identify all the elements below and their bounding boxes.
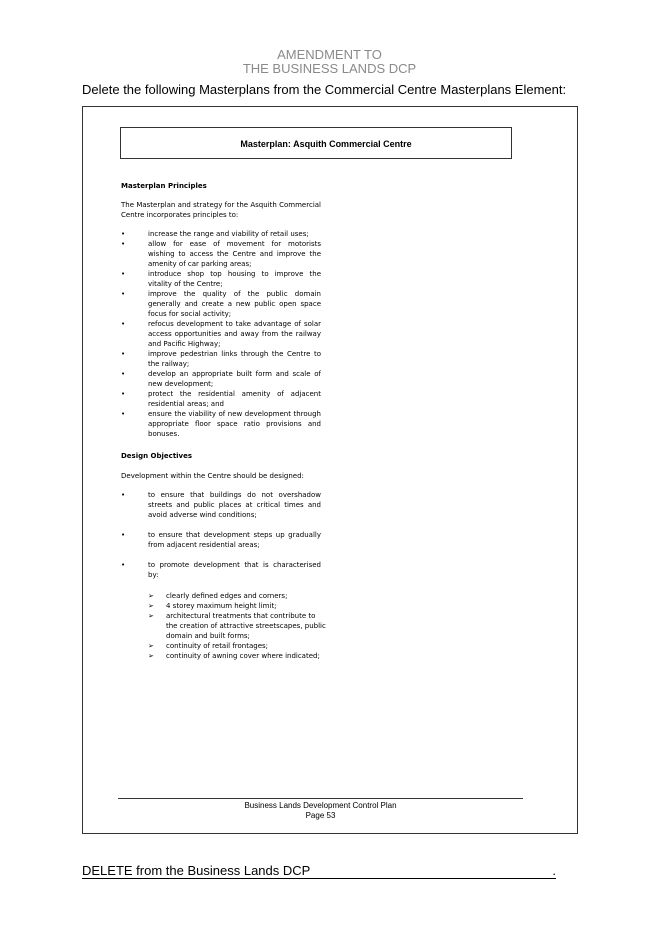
intro-text: Delete the following Masterplans from the Commercial Centre Masterplans Element: xyxy=(82,82,567,97)
list-item: ➢ continuity of awning cover where indicated; xyxy=(148,652,320,660)
list-item: • improve pedestrian links through the Centre to the railway; xyxy=(121,350,321,368)
list-item: ➢ architectural treatments that contribute to the creation of attractive streetscapes, public domain and built forms; xyxy=(148,612,326,640)
list-item: • to ensure that buildings do not overshadow streets and public places at critical times and avoid adverse wind conditions; xyxy=(121,491,321,519)
header-line-2: THE BUSINESS LANDS DCP xyxy=(242,61,417,76)
masterplan-title-box xyxy=(120,127,512,159)
principles-heading: Masterplan Principles xyxy=(121,182,207,190)
list-item: • introduce shop top housing to improve the vitality of the Centre; xyxy=(121,270,321,288)
masterplan-title: Masterplan: Asquith Commercial Centre xyxy=(240,139,412,149)
list-item: ➢ clearly defined edges and corners; xyxy=(148,592,288,600)
list-item: • develop an appropriate built form and scale of new development; xyxy=(121,370,321,388)
footer-rule xyxy=(118,798,523,799)
list-item: • refocus development to take advantage of solar access opportunities and away from the railway and Pacific Highway; xyxy=(121,320,321,348)
list-item: • increase the range and viability of retail uses; xyxy=(121,230,309,238)
header-line-1: AMENDMENT TO xyxy=(277,47,382,62)
list-item: • to ensure that development steps up gradually from adjacent residential areas; xyxy=(121,531,321,549)
principles-list xyxy=(121,229,321,439)
list-item: • allow for ease of movement for motorists wishing to access the Centre and improve the amenity of car parking areas; xyxy=(121,240,321,268)
objectives-intro: Development within the Centre should be designed: xyxy=(121,472,304,480)
characteristics-list xyxy=(148,591,328,661)
document-body xyxy=(121,181,328,661)
objectives-heading: Design Objectives xyxy=(121,452,193,460)
delete-note xyxy=(82,863,556,879)
list-item: ➢ continuity of retail frontages; xyxy=(148,642,269,650)
principles-intro: The Masterplan and strategy for the Asquith Commercial Centre incorporates principles to: xyxy=(121,201,321,219)
list-item: • ensure the viability of new development through appropriate floor space ratio provisions and bonuses. xyxy=(121,410,321,438)
delete-note-text: DELETE from the Business Lands DCP xyxy=(82,863,311,878)
list-item: • protect the residential amenity of adjacent residential areas; and xyxy=(121,390,321,408)
footer-title: Business Lands Development Control Plan xyxy=(244,801,397,810)
objectives-list xyxy=(121,490,321,580)
list-item: ➢ 4 storey maximum height limit; xyxy=(148,602,277,610)
delete-note-trail: . xyxy=(552,863,556,878)
list-item: • to promote development that is characterised by: xyxy=(121,561,321,579)
page-number: Page 53 xyxy=(305,811,336,820)
list-item: • improve the quality of the public domain generally and create a new public open space focus for social activity; xyxy=(121,290,321,318)
